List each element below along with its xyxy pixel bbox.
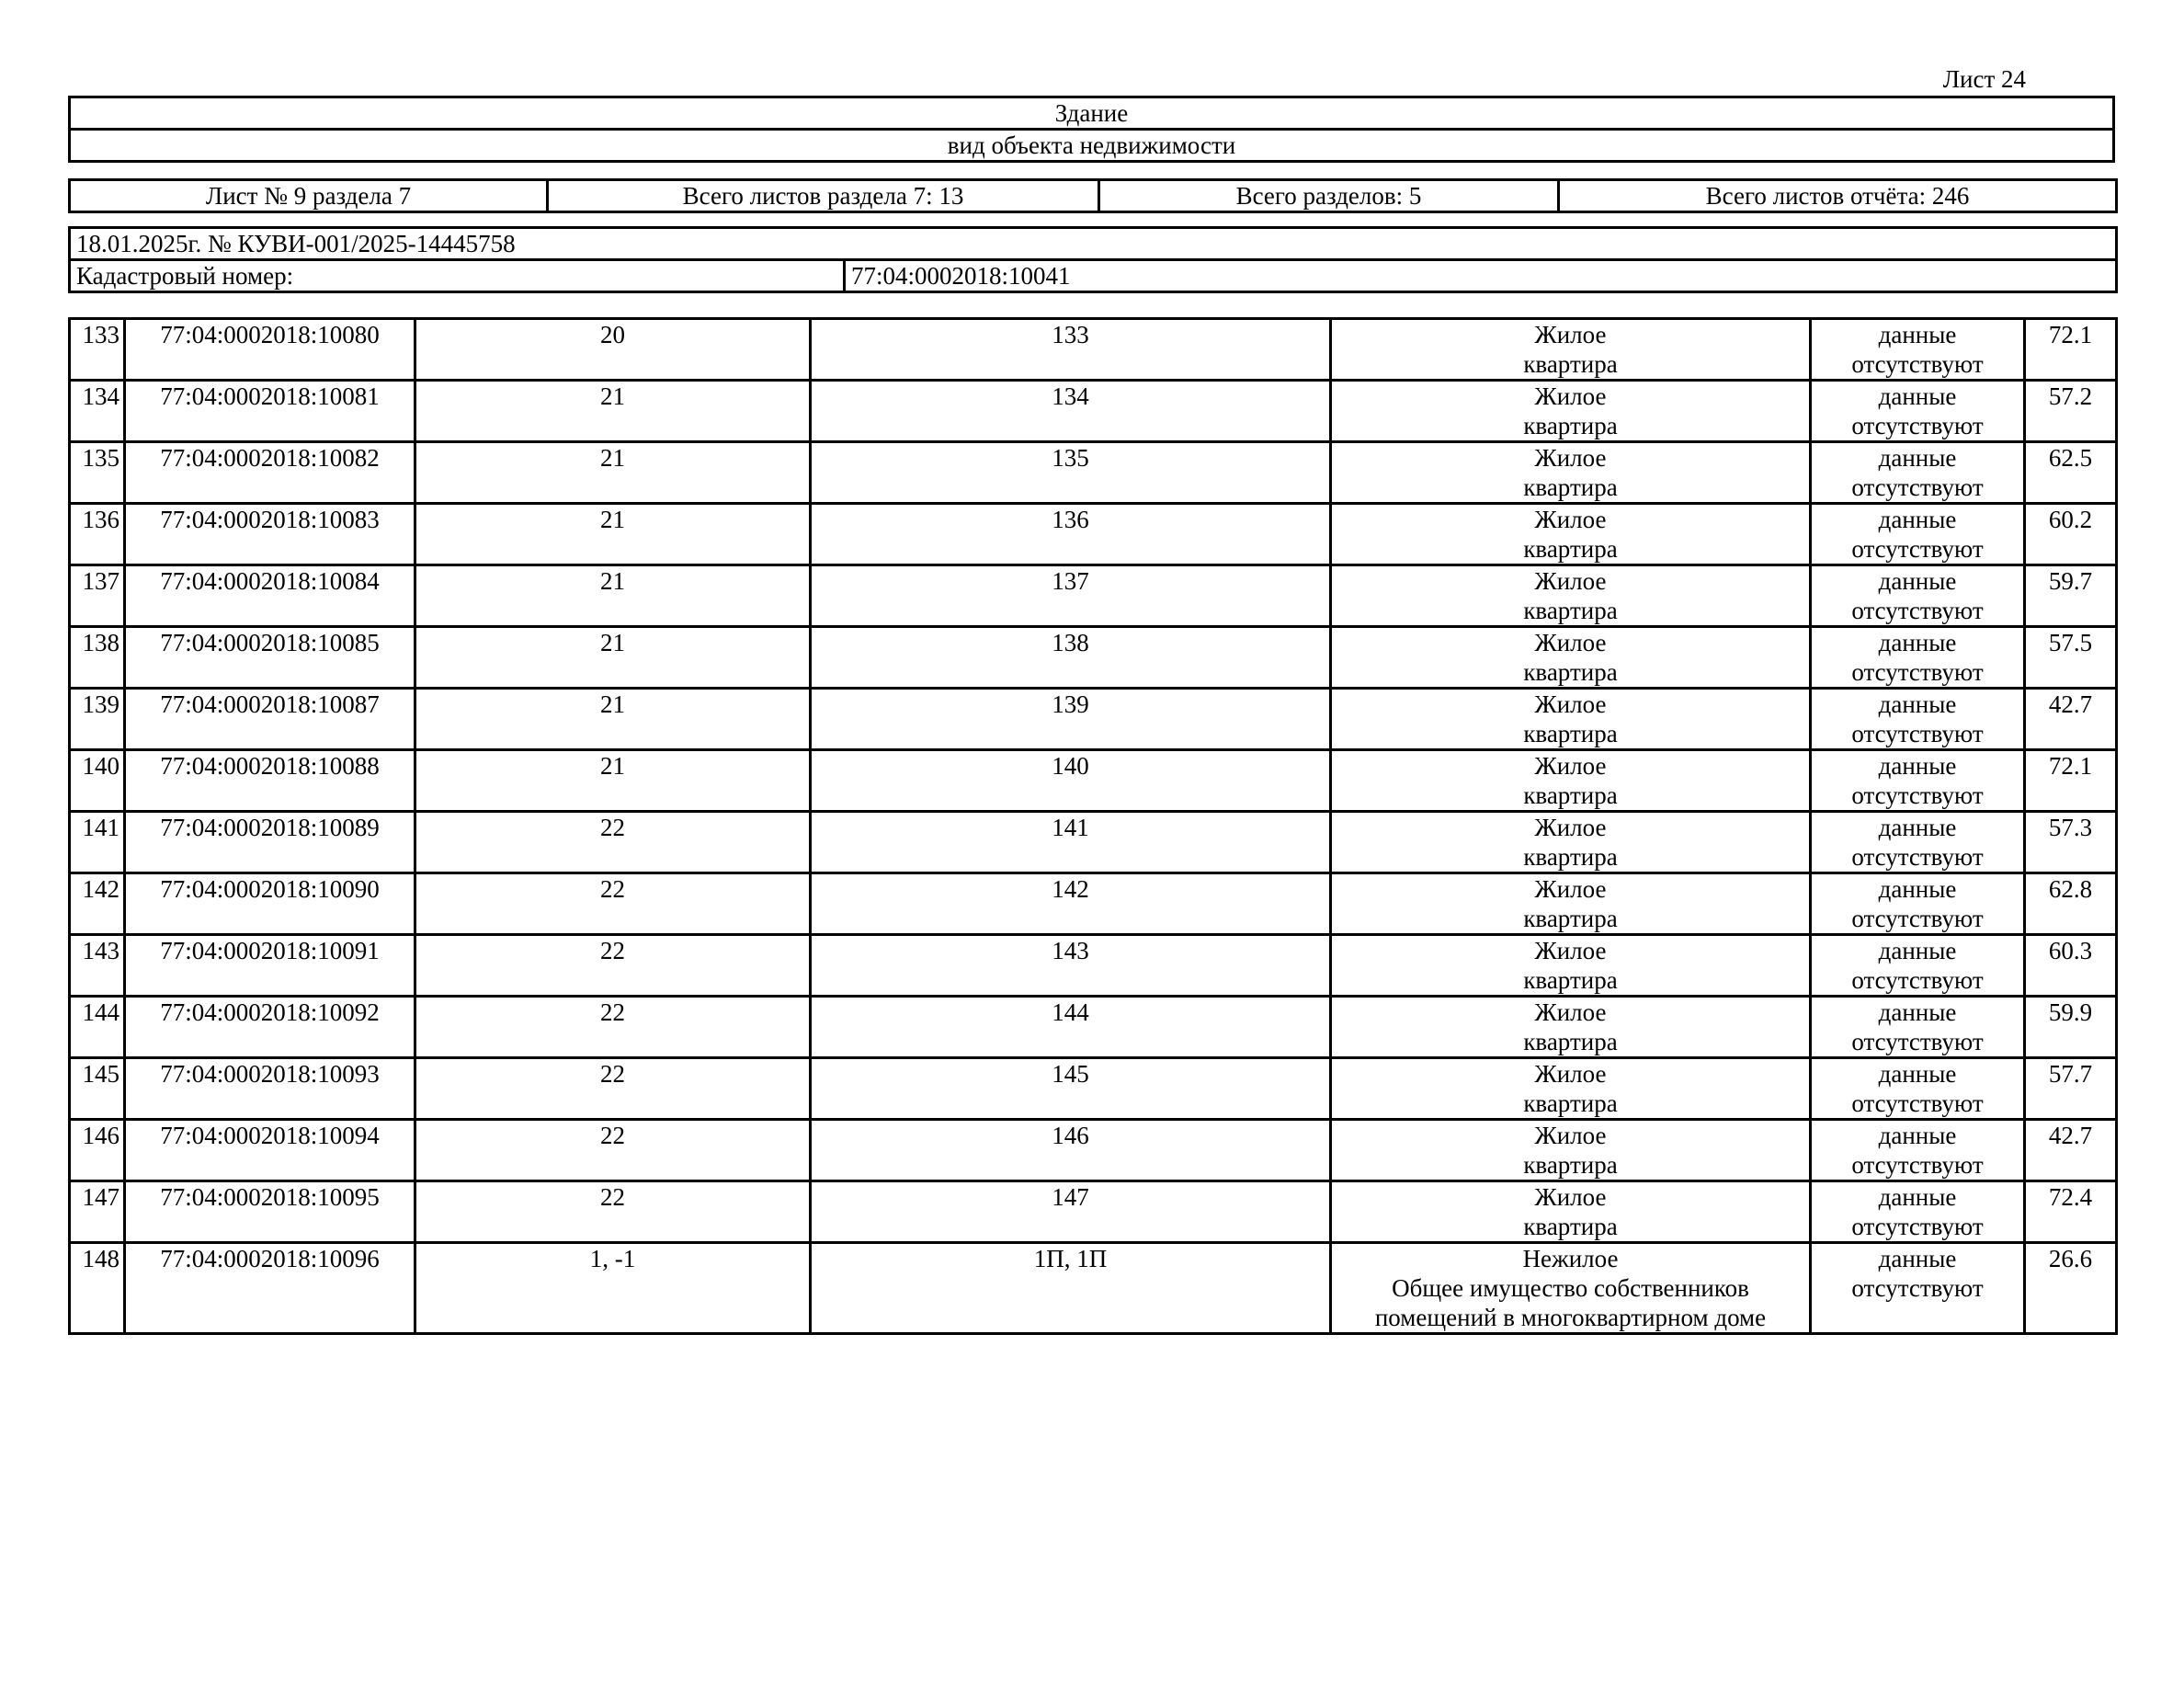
status-line-2: отсутствуют: [1851, 966, 1984, 994]
object-name: Здание: [70, 97, 2114, 130]
premises-number-cell: 133: [811, 319, 1331, 381]
purpose-cell: [1331, 565, 1811, 627]
status-cell: [1811, 504, 2025, 565]
status-line-1: данные: [1878, 506, 1957, 533]
table-row: [70, 1058, 2117, 1120]
total-report-sheets: Всего листов отчёта: 246: [1559, 180, 2117, 212]
purpose-line-3: помещений в многоквартирном доме: [1374, 1304, 1767, 1331]
purpose-line-1: Жилое: [1534, 629, 1607, 656]
purpose-line-2: квартира: [1523, 781, 1618, 809]
status-line-1: данные: [1878, 1183, 1957, 1211]
purpose-cell: [1331, 873, 1811, 935]
area-cell: 26.6: [2025, 1243, 2117, 1334]
status-line-1: данные: [1878, 998, 1957, 1026]
purpose-line-2: квартира: [1523, 412, 1618, 439]
purpose-line-2: квартира: [1523, 843, 1618, 871]
purpose-cell: [1331, 1181, 1811, 1243]
purpose-line-1: Жилое: [1534, 1183, 1607, 1211]
table-row: [70, 565, 2117, 627]
table-row: [70, 812, 2117, 873]
status-cell: [1811, 689, 2025, 750]
premises-number-cell: 135: [811, 442, 1331, 504]
purpose-line-1: Жилое: [1534, 567, 1607, 595]
table-row: [70, 1243, 2117, 1334]
table-row: [70, 627, 2117, 689]
status-line-2: отсутствуют: [1851, 1089, 1984, 1117]
status-cell: [1811, 381, 2025, 442]
status-line-1: данные: [1878, 444, 1957, 472]
status-cell: [1811, 935, 2025, 997]
floor-cell: 21: [415, 442, 811, 504]
row-number: 141: [70, 812, 125, 873]
purpose-cell: [1331, 627, 1811, 689]
floor-cell: 21: [415, 627, 811, 689]
status-line-2: отсутствуют: [1851, 843, 1984, 871]
status-line-2: отсутствуют: [1851, 1151, 1984, 1179]
row-number: 137: [70, 565, 125, 627]
premises-number-cell: 141: [811, 812, 1331, 873]
purpose-line-1: Жилое: [1534, 937, 1607, 964]
premises-number-cell: 147: [811, 1181, 1331, 1243]
premises-number-cell: 1П, 1П: [811, 1243, 1331, 1334]
purpose-line-2: квартира: [1523, 658, 1618, 686]
purpose-line-2: квартира: [1523, 905, 1618, 932]
premises-number-cell: 144: [811, 997, 1331, 1058]
area-cell: 62.5: [2025, 442, 2117, 504]
floor-cell: 22: [415, 1120, 811, 1181]
row-number: 136: [70, 504, 125, 565]
row-number: 138: [70, 627, 125, 689]
status-line-2: отсутствуют: [1851, 1274, 1984, 1302]
purpose-cell: [1331, 1058, 1811, 1120]
premises-number-cell: 137: [811, 565, 1331, 627]
cadastral-number-cell: 77:04:0002018:10095: [125, 1181, 415, 1243]
purpose-line-1: Жилое: [1534, 690, 1607, 718]
row-number: 135: [70, 442, 125, 504]
floor-cell: 1, -1: [415, 1243, 811, 1334]
premises-number-cell: 140: [811, 750, 1331, 812]
status-cell: [1811, 565, 2025, 627]
total-section-sheets: Всего листов раздела 7: 13: [548, 180, 1099, 212]
table-row: [70, 442, 2117, 504]
area-cell: 57.5: [2025, 627, 2117, 689]
purpose-cell: [1331, 1243, 1811, 1334]
purpose-line-1: Жилое: [1534, 1060, 1607, 1088]
row-number: 143: [70, 935, 125, 997]
cadastral-number-cell: 77:04:0002018:10082: [125, 442, 415, 504]
request-info-table: [68, 226, 2118, 293]
cadastral-number-cell: 77:04:0002018:10080: [125, 319, 415, 381]
status-cell: [1811, 1120, 2025, 1181]
purpose-line-1: Жилое: [1534, 444, 1607, 472]
purpose-line-1: Жилое: [1534, 321, 1607, 348]
purpose-line-2: квартира: [1523, 1028, 1618, 1055]
status-line-2: отсутствуют: [1851, 1213, 1984, 1240]
purpose-cell: [1331, 381, 1811, 442]
sheet-of-section: Лист № 9 раздела 7: [70, 180, 548, 212]
purpose-line-2: квартира: [1523, 966, 1618, 994]
premises-number-cell: 145: [811, 1058, 1331, 1120]
status-line-1: данные: [1878, 382, 1957, 410]
status-line-1: данные: [1878, 937, 1957, 964]
cadastral-number-cell: 77:04:0002018:10088: [125, 750, 415, 812]
table-row: [70, 997, 2117, 1058]
section-meta-table: [68, 178, 2118, 213]
status-line-1: данные: [1878, 875, 1957, 903]
floor-cell: 21: [415, 750, 811, 812]
row-number: 139: [70, 689, 125, 750]
table-row: [70, 935, 2117, 997]
status-line-2: отсутствуют: [1851, 658, 1984, 686]
cadastral-number-cell: 77:04:0002018:10092: [125, 997, 415, 1058]
status-line-1: данные: [1878, 1245, 1957, 1272]
object-type-caption: вид объекта недвижимости: [70, 130, 2114, 162]
status-line-1: данные: [1878, 814, 1957, 841]
status-cell: [1811, 873, 2025, 935]
status-cell: [1811, 1181, 2025, 1243]
purpose-line-1: Жилое: [1534, 506, 1607, 533]
status-line-2: отсутствуют: [1851, 350, 1984, 378]
table-row: [70, 1120, 2117, 1181]
purpose-line-2: квартира: [1523, 720, 1618, 747]
cadastral-number-cell: 77:04:0002018:10083: [125, 504, 415, 565]
cadastral-number-cell: 77:04:0002018:10093: [125, 1058, 415, 1120]
table-row: [70, 381, 2117, 442]
area-cell: 57.7: [2025, 1058, 2117, 1120]
table-row: [70, 1181, 2117, 1243]
status-cell: [1811, 750, 2025, 812]
floor-cell: 21: [415, 504, 811, 565]
premises-number-cell: 143: [811, 935, 1331, 997]
table-row: [70, 319, 2117, 381]
floor-cell: 22: [415, 935, 811, 997]
cadastral-number-value: 77:04:0002018:10041: [845, 260, 2117, 292]
purpose-line-2: квартира: [1523, 350, 1618, 378]
floor-cell: 22: [415, 873, 811, 935]
purpose-line-2: квартира: [1523, 535, 1618, 563]
cadastral-number-cell: 77:04:0002018:10091: [125, 935, 415, 997]
status-cell: [1811, 319, 2025, 381]
total-sections: Всего разделов: 5: [1099, 180, 1559, 212]
cadastral-number-cell: 77:04:0002018:10090: [125, 873, 415, 935]
table-row: [70, 750, 2117, 812]
row-number: 145: [70, 1058, 125, 1120]
floor-cell: 21: [415, 565, 811, 627]
status-line-2: отсутствуют: [1851, 597, 1984, 624]
object-header-table: [68, 96, 2115, 163]
area-cell: 57.2: [2025, 381, 2117, 442]
cadastral-number-cell: 77:04:0002018:10089: [125, 812, 415, 873]
purpose-cell: [1331, 319, 1811, 381]
status-line-2: отсутствуют: [1851, 535, 1984, 563]
area-cell: 72.4: [2025, 1181, 2117, 1243]
table-row: [70, 873, 2117, 935]
purpose-cell: [1331, 1120, 1811, 1181]
area-cell: 59.7: [2025, 565, 2117, 627]
purpose-cell: [1331, 689, 1811, 750]
cadastral-number-cell: 77:04:0002018:10096: [125, 1243, 415, 1334]
floor-cell: 22: [415, 812, 811, 873]
row-number: 134: [70, 381, 125, 442]
cadastral-number-cell: 77:04:0002018:10094: [125, 1120, 415, 1181]
status-cell: [1811, 1058, 2025, 1120]
purpose-line-2: квартира: [1523, 473, 1618, 501]
floor-cell: 21: [415, 689, 811, 750]
status-cell: [1811, 1243, 2025, 1334]
status-line-2: отсутствуют: [1851, 781, 1984, 809]
purpose-line-1: Жилое: [1534, 382, 1607, 410]
purpose-cell: [1331, 997, 1811, 1058]
premises-number-cell: 146: [811, 1120, 1331, 1181]
row-number: 146: [70, 1120, 125, 1181]
status-line-2: отсутствуют: [1851, 905, 1984, 932]
area-cell: 57.3: [2025, 812, 2117, 873]
status-line-1: данные: [1878, 1060, 1957, 1088]
premises-number-cell: 142: [811, 873, 1331, 935]
premises-number-cell: 138: [811, 627, 1331, 689]
row-number: 147: [70, 1181, 125, 1243]
floor-cell: 20: [415, 319, 811, 381]
status-cell: [1811, 442, 2025, 504]
status-line-1: данные: [1878, 321, 1957, 348]
table-row: [70, 504, 2117, 565]
purpose-line-2: квартира: [1523, 1151, 1618, 1179]
area-cell: 62.8: [2025, 873, 2117, 935]
table-row: [70, 689, 2117, 750]
purpose-line-2: Общее имущество собственников: [1392, 1274, 1749, 1302]
purpose-line-2: квартира: [1523, 597, 1618, 624]
status-cell: [1811, 812, 2025, 873]
purpose-cell: [1331, 935, 1811, 997]
row-number: 133: [70, 319, 125, 381]
purpose-cell: [1331, 504, 1811, 565]
status-line-2: отсутствуют: [1851, 720, 1984, 747]
cadastral-number-cell: 77:04:0002018:10085: [125, 627, 415, 689]
floor-cell: 21: [415, 381, 811, 442]
area-cell: 72.1: [2025, 750, 2117, 812]
purpose-cell: [1331, 442, 1811, 504]
cadastral-number-label: Кадастровый номер:: [70, 260, 845, 292]
status-cell: [1811, 997, 2025, 1058]
area-cell: 72.1: [2025, 319, 2117, 381]
purpose-line-1: Жилое: [1534, 752, 1607, 780]
row-number: 144: [70, 997, 125, 1058]
status-line-1: данные: [1878, 1122, 1957, 1149]
purpose-line-2: квартира: [1523, 1213, 1618, 1240]
sheet-number-label: Лист 24: [1942, 65, 2026, 93]
area-cell: 42.7: [2025, 689, 2117, 750]
floor-cell: 22: [415, 997, 811, 1058]
status-line-1: данные: [1878, 629, 1957, 656]
purpose-line-1: Жилое: [1534, 1122, 1607, 1149]
premises-number-cell: 134: [811, 381, 1331, 442]
purpose-line-1: Жилое: [1534, 814, 1607, 841]
request-number: 18.01.2025г. № КУВИ-001/2025-14445758: [70, 228, 2117, 260]
floor-cell: 22: [415, 1058, 811, 1120]
premises-number-cell: 139: [811, 689, 1331, 750]
area-cell: 60.3: [2025, 935, 2117, 997]
row-number: 142: [70, 873, 125, 935]
cadastral-number-cell: 77:04:0002018:10087: [125, 689, 415, 750]
purpose-line-1: Жилое: [1534, 875, 1607, 903]
area-cell: 60.2: [2025, 504, 2117, 565]
premises-number-cell: 136: [811, 504, 1331, 565]
status-line-1: данные: [1878, 690, 1957, 718]
floor-cell: 22: [415, 1181, 811, 1243]
status-line-1: данные: [1878, 567, 1957, 595]
cadastral-number-cell: 77:04:0002018:10081: [125, 381, 415, 442]
premises-table: [68, 317, 2118, 1335]
status-line-2: отсутствуют: [1851, 1028, 1984, 1055]
status-line-1: данные: [1878, 752, 1957, 780]
row-number: 148: [70, 1243, 125, 1334]
purpose-cell: [1331, 750, 1811, 812]
row-number: 140: [70, 750, 125, 812]
status-line-2: отсутствуют: [1851, 412, 1984, 439]
cadastral-number-cell: 77:04:0002018:10084: [125, 565, 415, 627]
status-cell: [1811, 627, 2025, 689]
purpose-line-1: Жилое: [1534, 998, 1607, 1026]
purpose-line-2: квартира: [1523, 1089, 1618, 1117]
purpose-line-1: Нежилое: [1522, 1245, 1619, 1272]
area-cell: 59.9: [2025, 997, 2117, 1058]
status-line-2: отсутствуют: [1851, 473, 1984, 501]
purpose-cell: [1331, 812, 1811, 873]
area-cell: 42.7: [2025, 1120, 2117, 1181]
